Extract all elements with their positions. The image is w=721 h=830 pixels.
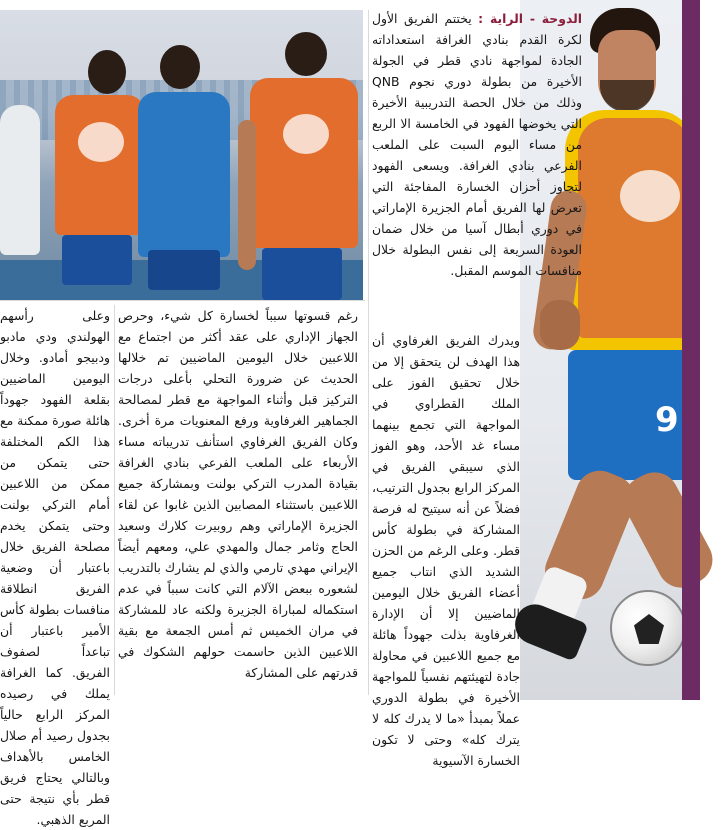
article-body-left: وعلى رأسهم الهولندي ودي مادبو ودبيجو أمادو. وخلال اليومين الماضيين بقلعة الفهود جهوداً هائلة صورة ممكنة مع هذا الكم المختلفة حتى يتمكن من ممكن من اللاعبين أمام التركي بولنت وحتى يتمكن يخدم مصلحة الفريق خلال باعتبار أن وضعية الفريق انطلاقة منافسات بطولة كأس الأمير باعتبار أن تباعداً لصفوف الفريق. كما الغرافة يملك في رصيده المركز الرابع حالياً بجدول رصيد أم صلال الخامس بالأهداف وبالتالي يحتاج فريق قطر بأي نتيجة حتى المربع الذهبي.	[0, 308, 110, 827]
page-edge-border	[682, 0, 700, 700]
dateline: الدوحة - الراية :	[478, 11, 582, 26]
shorts-number: 9	[655, 400, 679, 440]
player-orange-bib	[55, 95, 145, 235]
article-body-top: يختتم الفريق الأول لكرة القدم بنادي الغرافة استعداداته الجادة لمواجهة نادي قطر في الجولة الأخيرة من بطولة دوري نجوم QNB وذلك من خلال الحصة التدريبية الأخيرة التي يخوضها الفهود في الخامسة الا الربع من مساء اليوم السبت على الملعب الفرعي بنادي الغرافة. ويسعى الفهود لتجاوز أحزان الخسارة المفاجئة التي تعرض لها الفريق أمام الجزيرة الإماراتي في دوري أبطال آسيا من خلال ضمان العودة السريعة إلى نفس البطولة خلال منافسات الموسم المقبل.	[372, 11, 582, 278]
player-orange-bib	[250, 78, 358, 248]
player-beard	[600, 80, 654, 112]
player-head	[285, 32, 327, 76]
column-divider	[114, 305, 115, 695]
article-column-middle	[118, 305, 358, 683]
player-shorts	[62, 235, 132, 285]
player-blue-shirt	[138, 92, 230, 257]
player-arm	[238, 120, 256, 270]
article-body-right: ويدرك الفريق الغرفاوي أن هذا الهدف لن يتحقق إلا من خلال تحقيق الفوز على الملك القطراوي في المواجهة التي تجمع بينهما مساء غد الأحد، وهو الفوز الذي سيبقي الفريق في المركز الرابع بجدول الترتيب، فضلاً عن أنه سيتيح له فرصة المشاركة في بطولة كأس قطر. وعلى الرغم من الحزن الشديد الذي انتاب جميع أعضاء الفريق خلال اليومين الماضيين إلا أن الإدارة الغرفاوية بذلت جهوداً هائلة مع جميع اللاعبين في محاولة جادة لتهيئتهم نفسياً للمواجهة الأخيرة في بطولة الدوري عملاً بمبدأ «ما لا يدرك كله لا يترك كله» وحتى لا تكون الخسارة الآسيوية	[372, 333, 520, 768]
football	[610, 590, 686, 666]
article-column-right	[372, 330, 520, 771]
article-body-middle: رغم قسوتها سبباً لخسارة كل شيء، وحرص الجهاز الإداري على عقد أكثر من اجتماع مع اللاعبين خلال اليومين الماضيين تم خلالها الحديث عن ضرورة التحلي بأعلى درجات التركيز قبل وأثناء المواجهة مع قطر لمصالحة الجماهير الغرفاوية ورفع المعنويات مرة أخرى. وكان الفريق الغرفاوي استأنف تدريباته مساء الأربعاء على الملعب الفرعي بنادي الغرافة بقيادة المدرب التركي بولنت وبمشاركة جميع اللاعبين باستثناء المصابين الذين غابوا عن لقاء الجزيرة الإماراتي وهم روبيرت كلارك وسعيد الحاج وثامر جمال والمهدي علي، ومعهم أيضاً الإيراني مهدي تارمي والذي لم يشارك بالتدريب لشعوره ببعض الآلام التي كانت سبباً في عدم استكماله لمباراة الجزيرة ولكنه عاد للمشاركة في مران الخميس ثم أمس الجمعة مع بقية اللاعبين الذين حاسمت حولهم الشكوك في قدرتهم على المشاركة	[118, 308, 358, 680]
player-shorts	[262, 248, 342, 300]
player-orange-bib	[578, 118, 690, 338]
champions-league-logo	[283, 114, 329, 154]
column-divider	[368, 10, 369, 695]
player-head	[160, 45, 200, 89]
player-shorts	[148, 250, 220, 290]
player-hand	[540, 300, 580, 350]
article-column-left	[0, 305, 110, 830]
champions-league-logo	[620, 170, 680, 222]
champions-league-logo	[78, 122, 124, 162]
player-white-kit	[0, 105, 40, 255]
photo-divider	[0, 300, 365, 301]
training-photo	[0, 10, 365, 300]
article-column-top	[372, 8, 582, 281]
player-head	[88, 50, 126, 94]
player-leg	[615, 464, 721, 596]
